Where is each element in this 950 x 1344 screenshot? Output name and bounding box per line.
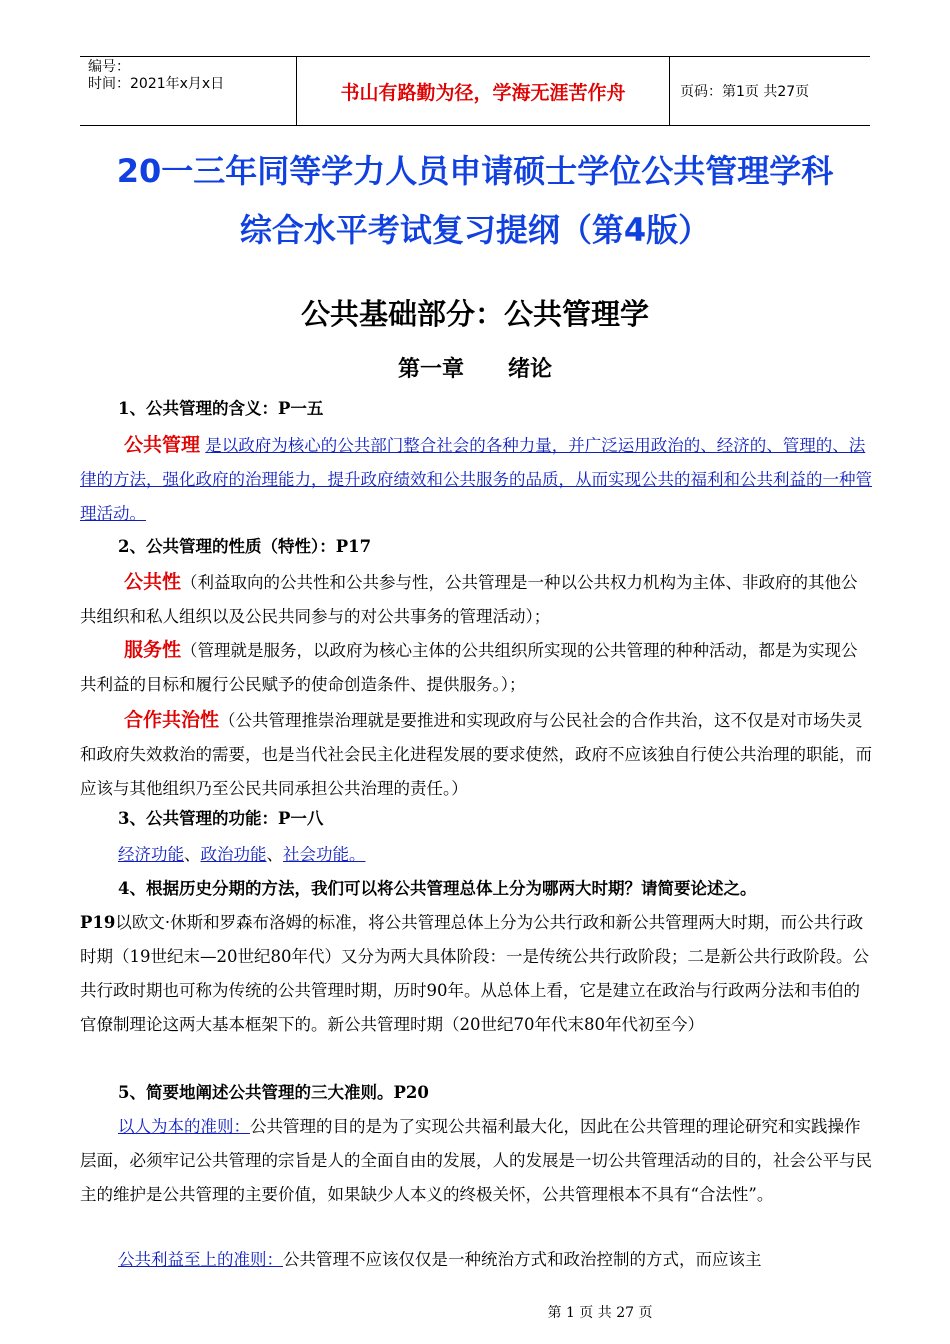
q3-heading: 3、公共管理的功能：P一八 [118,809,324,828]
q5-heading: 5、简要地阐述公共管理的三大准则。P20 [118,1083,429,1102]
sep: 、 [184,845,201,864]
sep: 、 [266,845,283,864]
q2-desc-3: （公共管理推崇治理就是要推进和实现政府与公民社会的合作共治，这不仅是对市场失灵和政府失效救治的需要，也是当代社会民主化进程发展的要求使然，政府不应该独自行使公共治理的职能，而应该与其他组织乃至公民共同承担公共治理的责任。） [80,711,872,798]
q1-definition: 是以政府为核心的公共部门整合社会的各种力量，并广泛运用政治的、经济的、管理的、法律的方法，强化政府的治理能力，提升政府绩效和公共服务的品质，从而实现公共的福利和公共利益的一种管理活动。 [80,436,872,523]
q4-page-ref: P19 [80,913,116,932]
q1-heading: 1、公共管理的含义：P一五 [118,399,324,418]
function-economic: 经济功能 [118,845,184,864]
q5-rule-1 [80,1110,872,1212]
header-meta [80,57,296,125]
number-label: 编号： [88,59,130,75]
q4-heading: 4、根据历史分期的方法，我们可以将公共管理总体上分为哪两大时期？请简要论述之。 [118,879,757,898]
q4-paragraph [80,906,872,1042]
q2-term-1: 公共性 [124,571,182,593]
q2-item-3 [80,703,872,806]
q4-text: 以欧文·休斯和罗森布洛姆的标准，将公共管理总体上分为公共行政和新公共管理两大时期，而公共行政时期（19世纪末—20世纪80年代）又分为两大具体阶段：一是传统公共行政阶段；二是新公共行政阶段。公共行政时期也可称为传统的公共管理时期，历时90年。从总体上看，它是建立在政治与行政两分法和韦伯的官僚制理论这两大基本框架下的。新公共管理时期（20世纪70年代末80年代初至今） [80,913,869,1034]
q2-desc-1: （利益取向的公共性和公共参与性，公共管理是一种以公共权力机构为主体、非政府的其他公共组织和私人组织以及公民共同参与的对公共事务的管理活动）； [80,573,858,626]
function-social: 社会功能。 [283,845,366,864]
chapter-title: 第一章 绪论 [397,357,552,382]
q2-term-2: 服务性 [124,639,182,661]
doc-title-line2: 综合水平考试复习提纲（第4版） [239,211,711,249]
q5-rule-2 [80,1243,872,1277]
doc-title-line1: 20一三年同等学力人员申请硕士学位公共管理学科 [116,152,834,190]
q5-rule-1-title: 以人为本的准则： [118,1117,250,1136]
q2-term-3: 合作共治性 [124,709,220,731]
part-title: 公共基础部分：公共管理学 [300,297,649,331]
q2-item-2 [80,633,872,702]
header-motto: 书山有路勤为径，学海无涯苦作舟 [296,57,670,125]
time-label: 时间：2021年x月x日 [88,76,225,92]
page-header [80,56,870,126]
q1-paragraph [80,428,872,531]
q5-rule-2-desc: 公共管理不应该仅仅是一种统治方式和政治控制的方式，而应该主 [283,1250,762,1269]
page-footer: 第 1 页 共 27 页 [547,1305,653,1321]
q5-rule-1-desc: 公共管理的目的是为了实现公共福利最大化，因此在公共管理的理论研究和实践操作层面，必须牢记公共管理的宗旨是人的全面自由的发展，人的发展是一切公共管理活动的目的，社会公平与民主的维护是公共管理的主要价值，如果缺少人本义的终极关怀，公共管理根本不具有“合法性”。 [80,1117,872,1204]
q1-term: 公共管理 [124,434,201,456]
q2-desc-2: （管理就是服务，以政府为核心主体的公共组织所实现的公共管理的种种活动，都是为实现公共利益的目标和履行公民赋予的使命创造条件、提供服务。）； [80,641,858,694]
q2-item-1 [80,565,872,634]
q2-heading: 2、公共管理的性质（特性）：P17 [118,537,372,556]
q5-rule-2-title: 公共利益至上的准则： [118,1250,283,1269]
function-political: 政治功能 [200,845,267,864]
header-page-info: 页码：第1页 共27页 [680,84,810,100]
q3-functions [118,838,910,872]
